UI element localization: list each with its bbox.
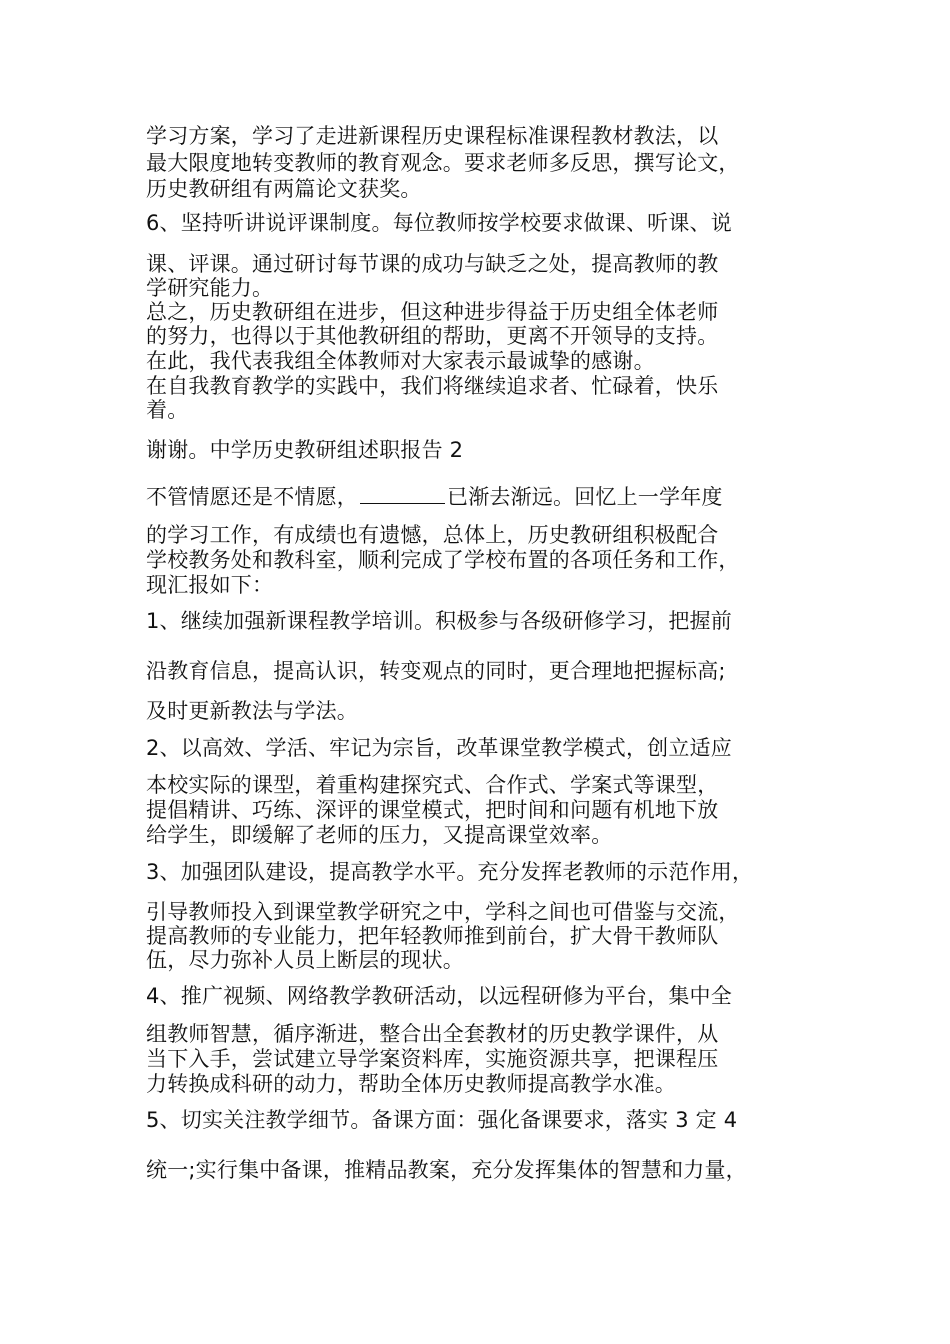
text-line: 历史教研组有两篇论文获奖。 — [146, 177, 422, 201]
text-line: 总之，历史教研组在进步，但这种进步得益于历史组全体老师 — [146, 300, 719, 324]
text-line: 2、以高效、学活、牢记为宗旨，改革课堂教学模式，创立适应 — [146, 736, 732, 760]
text-line: 课、评课。通过研讨每节课的成功与缺乏之处，提高教师的教 — [146, 252, 719, 276]
text-line: 当下入手，尝试建立导学案资料库，实施资源共享，把课程压 — [146, 1047, 719, 1071]
text-line: 及时更新教法与学法。 — [146, 699, 358, 723]
text-line: 最大限度地转变教师的教育观念。要求老师多反思，撰写论文， — [146, 151, 740, 175]
text-line: 沿教育信息，提高认识，转变观点的同时，更合理地把握标高; — [146, 659, 726, 683]
text-line: 提倡精讲、巧练、深评的课堂模式，把时间和问题有机地下放 — [146, 798, 719, 822]
text-line: 的学习工作，有成绩也有遗憾，总体上，历史教研组积极配合 — [146, 523, 719, 547]
text-line: 学研究能力。 — [146, 276, 274, 300]
text-line: 力转换成科研的动力，帮助全体历史教师提高教学水准。 — [146, 1072, 676, 1096]
text-line: 着。 — [146, 398, 189, 422]
blank-prefix: 不管情愿还是不情愿， — [146, 485, 358, 509]
blank-suffix: 已渐去渐远。回忆上一学年度 — [447, 485, 723, 509]
text-line: 本校实际的课型，着重构建探究式、合作式、学案式等课型， — [146, 773, 719, 797]
text-line: 学校教务处和教科室，顺利完成了学校布置的各项任务和工作， — [146, 548, 740, 572]
text-line: 学习方案，学习了走进新课程历史课程标准课程教材教法，以 — [146, 124, 719, 148]
text-line: 的努力，也得以于其他教研组的帮助，更离不开领导的支持。 — [146, 324, 719, 348]
text-line: 伍，尽力弥补人员上断层的现状。 — [146, 948, 464, 972]
fill-in-blank — [360, 484, 445, 504]
text-line-with-blank — [146, 484, 723, 510]
text-line: 组教师智慧，循序渐进，整合出全套教材的历史教学课件，从 — [146, 1022, 719, 1046]
text-line: 给学生，即缓解了老师的压力，又提高课堂效率。 — [146, 823, 613, 847]
text-line: 现汇报如下： — [146, 573, 274, 597]
text-line: 在自我教育教学的实践中，我们将继续追求者、忙碌着，快乐 — [146, 374, 719, 398]
text-line: 4、推广视频、网络教学教研活动，以远程研修为平台，集中全 — [146, 984, 732, 1008]
text-line: 提高教师的专业能力，把年轻教师推到前台，扩大骨干教师队 — [146, 924, 719, 948]
text-line: 3、加强团队建设，提高教学水平。充分发挥老教师的示范作用， — [146, 860, 754, 884]
text-line: 5、切实关注教学细节。备课方面：强化备课要求，落实 3 定 4 — [146, 1108, 738, 1132]
text-line: 引导教师投入到课堂教学研究之中，学科之间也可借鉴与交流， — [146, 900, 740, 924]
section-heading: 谢谢。中学历史教研组述职报告 2 — [146, 438, 464, 462]
text-line: 6、坚持听讲说评课制度。每位教师按学校要求做课、听课、说 — [146, 211, 732, 235]
text-line: 统一;实行集中备课，推精品教案，充分发挥集体的智慧和力量， — [146, 1158, 747, 1182]
text-line: 1、继续加强新课程教学培训。积极参与各级研修学习，把握前 — [146, 609, 732, 633]
text-line: 在此，我代表我组全体教师对大家表示最诚挚的感谢。 — [146, 349, 655, 373]
